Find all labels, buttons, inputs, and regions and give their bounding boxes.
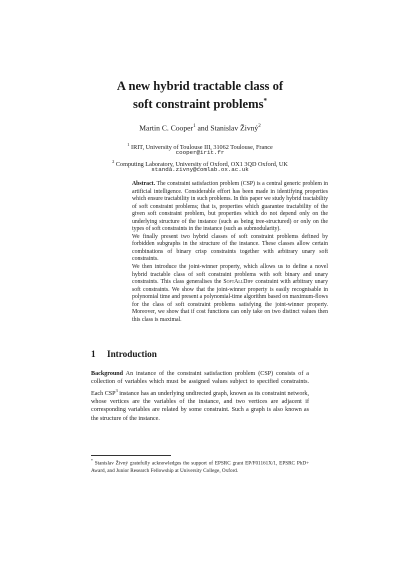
footnote-text: Stanislav Živný gratefully acknowledges the support of EPSRC grant EP/F01161X/1, EPSRC PhD+ Award, and Junior Research Fellowship at University College, Oxford. xyxy=(91,460,310,474)
affiliation-text: Computing Laboratory, University of Oxford, OX1 3QD Oxford, UK xyxy=(115,161,288,169)
paper-title-line1: A new hybrid tractable class of xyxy=(116,79,284,93)
abstract-text: The constraint satisfaction problem (CSP) is a central generic problem in artificial intelligence. Considerable effort has been made in identifying properties which ensure tractability in such problems. In this paper we study hybrid tractability of soft constraint problems; that is, properties which guarantee tractability of the given soft constraint problem, but properties which do not depend only on the underlying structure of the instance (such as being tree-structured) or only on the types of soft constraints in the instance (such as submodularity). xyxy=(132,181,328,233)
footnote xyxy=(91,458,309,475)
softalldiff-term: SoftAllDiff xyxy=(223,279,254,286)
intro-paragraph xyxy=(91,370,309,423)
author-list xyxy=(60,122,340,134)
affiliation-mark: 1 xyxy=(127,142,130,147)
paper-title-line2 xyxy=(60,94,340,112)
affiliation-email-row xyxy=(60,166,340,174)
author-name: Stanislav Živný xyxy=(210,123,259,133)
abstract-paragraph xyxy=(132,264,328,324)
paragraph-lead: Background xyxy=(91,371,124,377)
author-email: standa.zivny@comlab.ox.ac.uk xyxy=(151,166,249,173)
intro-text: instance has an underlying undirected graph, known as its constraint network, whose vertices are the variables of the instance, and two vertices are adjacent if corresponding variables are related by some constraint. Such a graph is also known as the structure of the instance. xyxy=(91,390,309,422)
paper-title-line2-text: soft constraint problems xyxy=(132,97,264,112)
footnote-rule xyxy=(91,455,171,456)
abstract-text: We then introduce the joint-winner property, which allows us to define a novel hybrid tractable class of soft constraint problems with soft binary and unary constraints. This class generalises the xyxy=(132,264,328,286)
intro-text: An instance of the constraint satisfaction problem (CSP) consists of a collection of variables which must be assigned values subject to specified constraints. Each CSP xyxy=(91,371,310,397)
author-affiliation-mark: 1 xyxy=(193,124,196,129)
affiliation-mark: 2 xyxy=(112,159,115,164)
abstract-paragraph: We finally present two hybrid classes of soft constraint problems defined by forbidden subgraphs in the structure of the instance. These classes allow certain combinations of binary crisp constraints together with arbitrary unary soft constraints. xyxy=(132,233,328,263)
abstract-text: constraint with arbitrary unary soft constraints. We show that the joint-winner property is easily recognisable in polynomial time and present a polynomial-time algorithm based on maximum-flows for the class of soft constraint problems satisfying the joint-winner property. Moreover, we show that if cost functions can only take on two distinct values then this class is maximal. xyxy=(132,279,328,323)
section-title: Introduction xyxy=(107,349,157,359)
title-footnote-mark: * xyxy=(263,97,268,105)
abstract xyxy=(132,181,328,324)
author-email: cooper@irit.fr xyxy=(175,149,225,156)
footnote-reference: 3 xyxy=(115,387,118,393)
abstract-paragraph xyxy=(132,181,328,234)
author-conjunction: and xyxy=(197,123,209,133)
affiliation-text: IRIT, University of Toulouse III, 31062 Toulouse, France xyxy=(131,144,273,152)
footnote-mark: * xyxy=(91,459,93,463)
affiliation-email-row xyxy=(60,149,340,157)
author-name: Martin C. Cooper xyxy=(139,123,194,133)
author-affiliation-mark: 2 xyxy=(258,124,261,129)
section-number: 1 xyxy=(91,349,96,359)
abstract-heading: Abstract. xyxy=(132,181,156,187)
section-heading xyxy=(91,349,311,360)
